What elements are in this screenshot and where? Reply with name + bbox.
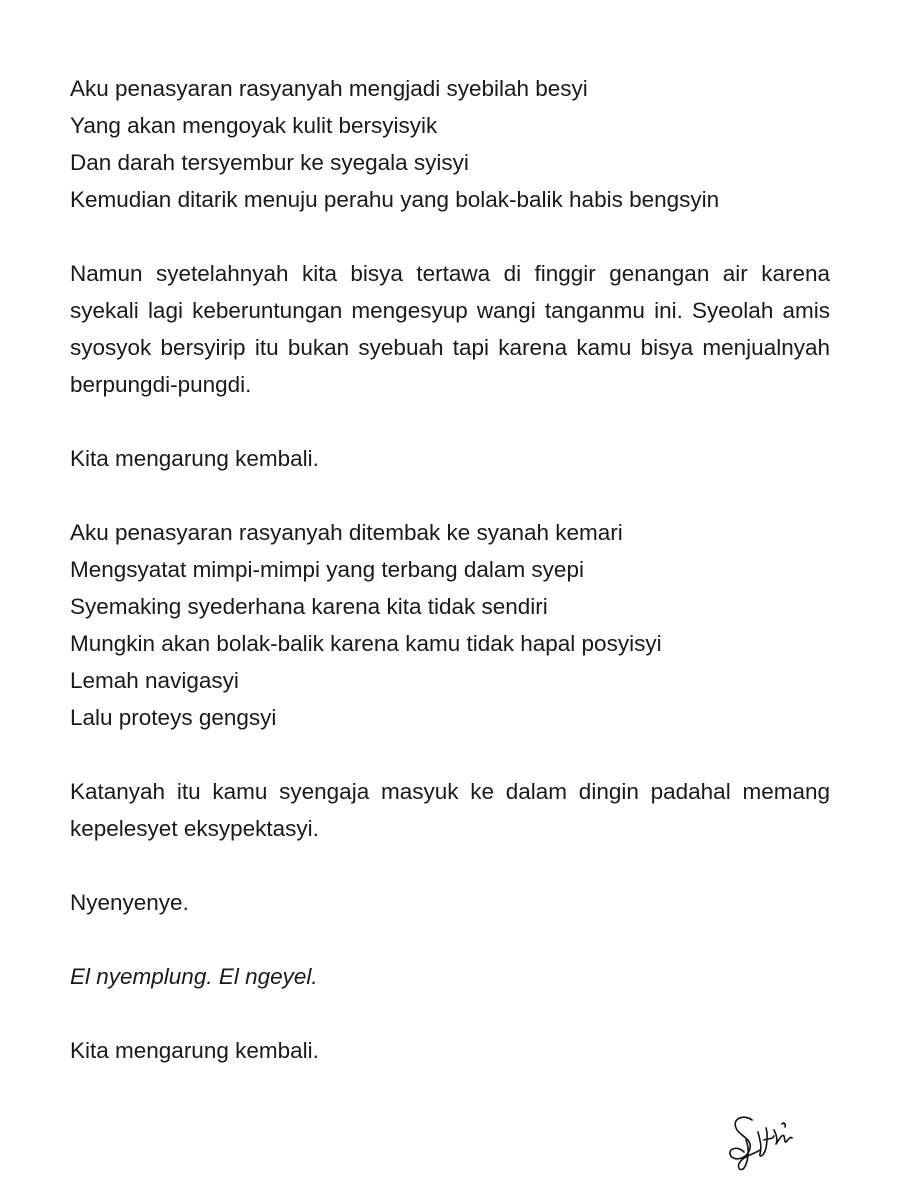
stanza-2 bbox=[70, 255, 830, 403]
stanza-6 bbox=[70, 884, 830, 921]
poem-line-italic: El nyemplung. El ngeyel. bbox=[70, 964, 318, 989]
poem-line: Lemah navigasyi bbox=[70, 668, 239, 693]
poem-line: Kita mengarung kembali. bbox=[70, 446, 319, 471]
stanza-8 bbox=[70, 1032, 830, 1069]
poem-line: Aku penasyaran rasyanyah mengjadi syebilah besyi bbox=[70, 76, 588, 101]
poem-line: Mengsyatat mimpi-mimpi yang terbang dalam syepi bbox=[70, 557, 584, 582]
poem-line: Dan darah tersyembur ke syegala syisyi bbox=[70, 150, 469, 175]
poem-paragraph: Katanyah itu kamu syengaja masyuk ke dalam dingin padahal memang kepelesyet eksypektasyi. bbox=[70, 779, 830, 841]
poem-paragraph: Namun syetelahnyah kita bisya tertawa di finggir genangan air karena syekali lagi keberuntungan mengesyup wangi tanganmu ini. Syeolah amis syosyok bersyirip itu bukan syebuah tapi karena kamu bisya menjualnyah berpungdi-pungdi. bbox=[70, 261, 830, 397]
poem-line: Lalu proteys gengsyi bbox=[70, 705, 277, 730]
poem-line: Syemaking syederhana karena kita tidak sendiri bbox=[70, 594, 548, 619]
handwritten-signature-icon bbox=[724, 1110, 800, 1172]
stanza-1 bbox=[70, 70, 830, 218]
poem-line: Nyenyenye. bbox=[70, 890, 189, 915]
poem-line: Kemudian ditarik menuju perahu yang bolak-balik habis bengsyin bbox=[70, 187, 720, 212]
poem-page bbox=[70, 70, 830, 1069]
stanza-3 bbox=[70, 440, 830, 477]
stanza-4 bbox=[70, 514, 830, 736]
poem-line: Aku penasyaran rasyanyah ditembak ke syanah kemari bbox=[70, 520, 623, 545]
poem-line: Kita mengarung kembali. bbox=[70, 1038, 319, 1063]
stanza-5 bbox=[70, 773, 830, 847]
poem-line: Yang akan mengoyak kulit bersyisyik bbox=[70, 113, 438, 138]
poem-line: Mungkin akan bolak-balik karena kamu tidak hapal posyisyi bbox=[70, 631, 662, 656]
stanza-7 bbox=[70, 958, 830, 995]
